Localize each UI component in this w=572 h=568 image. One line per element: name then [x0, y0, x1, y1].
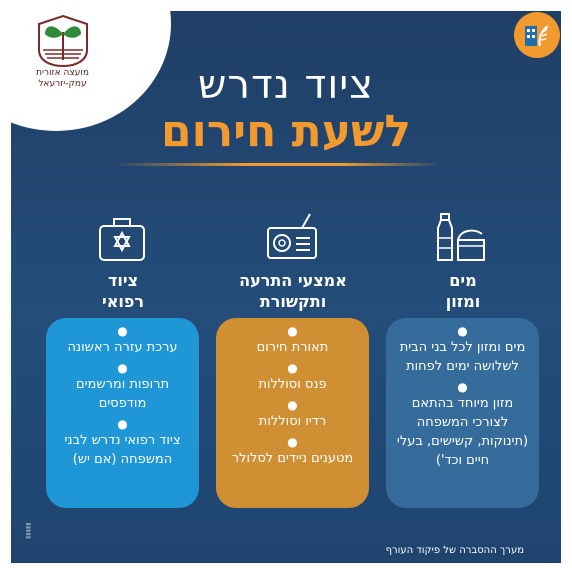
communication-title	[213, 270, 373, 312]
list-item: ● ציוד רפואי נדרש לבני המשפחה (אם יש)	[64, 417, 181, 467]
list-item: ● מים ומזון לכל בני הבית לשלושה ימים לפחות	[399, 324, 526, 374]
medical-card	[46, 318, 199, 508]
title-line2: לשעת חירום	[160, 106, 412, 157]
communication-title-line1: אמצעי התרעה	[239, 271, 347, 290]
list-item: ● מטענים ניידים לסלולר	[231, 435, 354, 466]
medical-title-line2: רפואי	[101, 292, 144, 311]
list-item: ● ערכת עזרה ראשונה	[67, 324, 178, 355]
water-food-title-line1: מים	[449, 271, 477, 290]
communication-title-line2: ותקשורת	[259, 292, 327, 311]
side-code: ▮▮▮▮▮	[25, 522, 32, 539]
list-item: ● תרופות ומרשמים מודפסים	[75, 361, 170, 411]
communication-card	[216, 318, 369, 508]
radio-icon	[262, 208, 322, 268]
list-item: ● תאורת חירום	[256, 324, 329, 355]
medical-title-line1: ציוד	[107, 271, 139, 290]
title-line1: ציוד נדרש	[198, 62, 374, 108]
building-emblem-icon	[522, 20, 552, 50]
list-item: ● מזון מיוחד בהתאם לצורכי המשפחה (תינוקות, קשישים, בעלי חיים וכד')	[396, 380, 529, 468]
medical-bag-icon	[92, 208, 152, 268]
title-underline	[113, 163, 441, 166]
logo-text-line2: עמק-יזרעאל	[38, 79, 87, 89]
logo-text-line1: מועצה אזורית	[36, 68, 89, 78]
list-item: ● פנס וסוללות	[258, 361, 327, 392]
list-item: ● רדיו וסוללות	[258, 398, 327, 429]
water-food-title-line2: ומזון	[445, 292, 481, 311]
council-emblem-icon	[33, 10, 93, 68]
medical-title	[43, 270, 203, 312]
water-and-canned-food-icon	[430, 208, 490, 268]
water-food-card	[386, 318, 539, 508]
footer-credit: מערך ההסברה של פיקוד העורף	[385, 545, 524, 556]
water-food-title	[383, 270, 543, 312]
home-front-command-badge	[514, 12, 560, 58]
